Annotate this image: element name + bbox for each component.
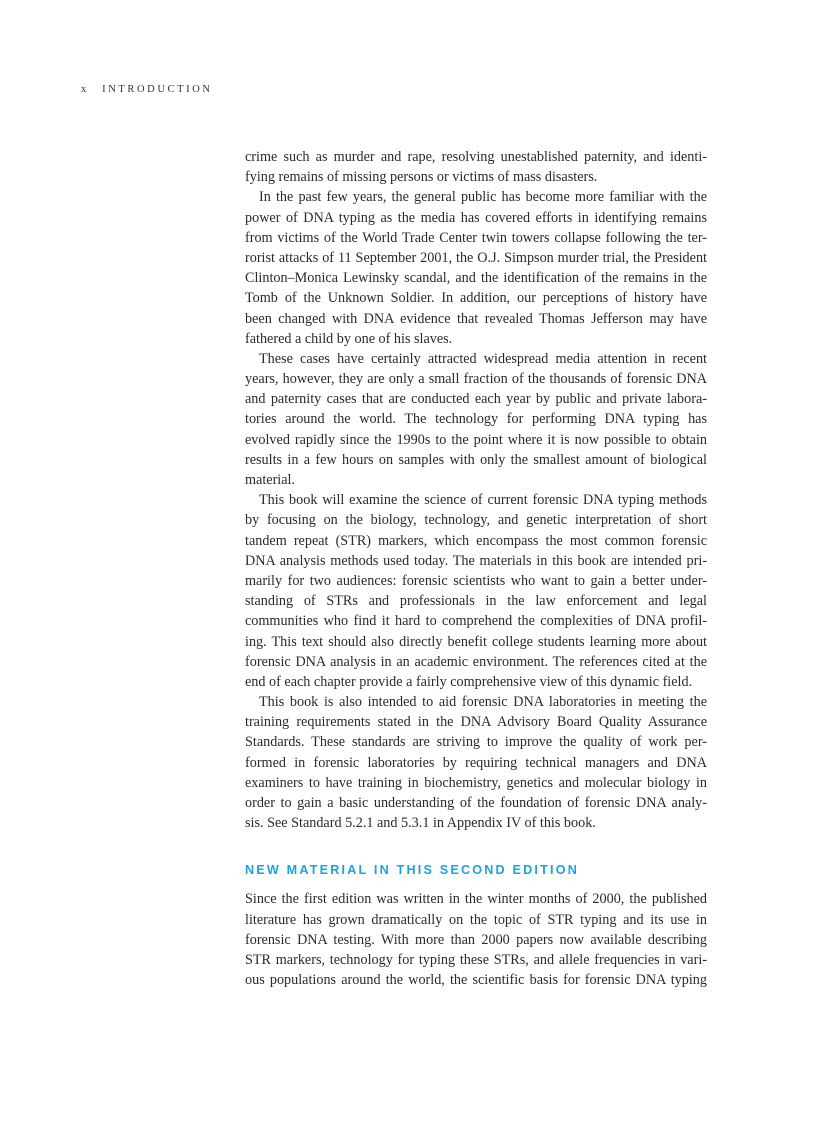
- text-line: forensic DNA testing. With more than 2000 papers now available describing: [245, 931, 707, 948]
- paragraph: [245, 187, 707, 349]
- text-line: fying remains of missing persons or victims of mass disasters.: [245, 169, 598, 186]
- text-line: rorist attacks of 11 September 2001, the O.J. Simpson murder trial, the President: [245, 249, 707, 266]
- text-line: crime such as murder and rape, resolving unestablished paternity, and identi-: [245, 149, 707, 165]
- text-line: order to gain a basic understanding of the foundation of forensic DNA analy-: [245, 795, 707, 811]
- text-line: This book is also intended to aid forensic DNA laboratories in meeting the: [259, 694, 707, 711]
- paragraph-container: [245, 147, 707, 833]
- text-line: Since the first edition was written in the winter months of 2000, the published: [245, 891, 707, 908]
- body-text: [245, 147, 707, 990]
- text-line: tandem repeat (STR) markers, which encompass the most common forensic: [245, 532, 707, 549]
- page-number: x: [81, 84, 89, 95]
- text-line: marily for two audiences: forensic scientists who want to gain a better under-: [245, 572, 707, 589]
- text-line: material.: [245, 472, 296, 488]
- section-heading: NEW MATERIAL IN THIS SECOND EDITION: [245, 863, 580, 878]
- text-line: DNA analysis methods used today. The materials in this book are intended pri-: [245, 552, 707, 569]
- text-line: sis. See Standard 5.2.1 and 5.3.1 in Appendix IV of this book.: [245, 815, 596, 832]
- text-line: years, however, they are only a small fraction of the thousands of forensic DNA: [245, 371, 707, 388]
- paragraph: [245, 349, 707, 490]
- text-line: Standards. These standards are striving to improve the quality of work per-: [245, 734, 707, 751]
- section-paragraph: [245, 889, 707, 990]
- text-line: This book will examine the science of current forensic DNA typing methods: [259, 492, 707, 509]
- text-line: end of each chapter provide a fairly comprehensive view of this dynamic field.: [245, 673, 693, 690]
- paragraph: [245, 692, 707, 833]
- text-line: In the past few years, the general public has become more familiar with the: [259, 189, 707, 206]
- text-line: ing. This text should also directly benefit college students learning more about: [245, 633, 707, 650]
- running-head: [81, 84, 213, 95]
- text-line: examiners to have training in biochemistry, genetics and molecular biology in: [245, 774, 707, 791]
- text-line: evolved rapidly since the 1990s to the point where it is now possible to obtain: [245, 431, 707, 448]
- text-line: formed in forensic laboratories by requiring technical managers and DNA: [245, 754, 707, 771]
- running-head-title: INTRODUCTION: [102, 84, 213, 95]
- text-line: results in a few hours on samples with only the smallest amount of biological: [245, 451, 707, 468]
- text-line: Tomb of the Unknown Soldier. In addition, our perceptions of history have: [245, 290, 707, 307]
- text-line: fathered a child by one of his slaves.: [245, 330, 453, 347]
- text-line: forensic DNA analysis in an academic environment. The references cited at the: [245, 653, 707, 670]
- text-line: training requirements stated in the DNA Advisory Board Quality Assurance: [245, 714, 707, 731]
- text-line: communities who find it hard to comprehend the complexities of DNA profil-: [245, 613, 707, 630]
- text-line: STR markers, technology for typing these STRs, and allele frequencies in vari-: [245, 951, 707, 968]
- text-line: power of DNA typing as the media has covered efforts in identifying remains: [245, 209, 707, 226]
- text-line: been changed with DNA evidence that revealed Thomas Jefferson may have: [245, 310, 707, 327]
- text-line: These cases have certainly attracted widespread media attention in recent: [259, 350, 707, 367]
- paragraph: [245, 490, 707, 692]
- text-line: literature has grown dramatically on the topic of STR typing and its use in: [245, 911, 707, 928]
- text-line: ous populations around the world, the scientific basis for forensic DNA typing: [245, 972, 707, 989]
- text-line: Clinton–Monica Lewinsky scandal, and the identification of the remains in the: [245, 270, 707, 287]
- paragraph: [245, 147, 707, 187]
- text-line: by focusing on the biology, technology, and genetic interpretation of short: [245, 512, 707, 529]
- text-line: tories around the world. The technology for performing DNA typing has: [245, 411, 707, 428]
- text-line: standing of STRs and professionals in the law enforcement and legal: [245, 593, 707, 610]
- text-line: from victims of the World Trade Center twin towers collapse following the ter-: [245, 229, 707, 246]
- text-line: and paternity cases that are conducted each year by public and private labora-: [245, 391, 707, 408]
